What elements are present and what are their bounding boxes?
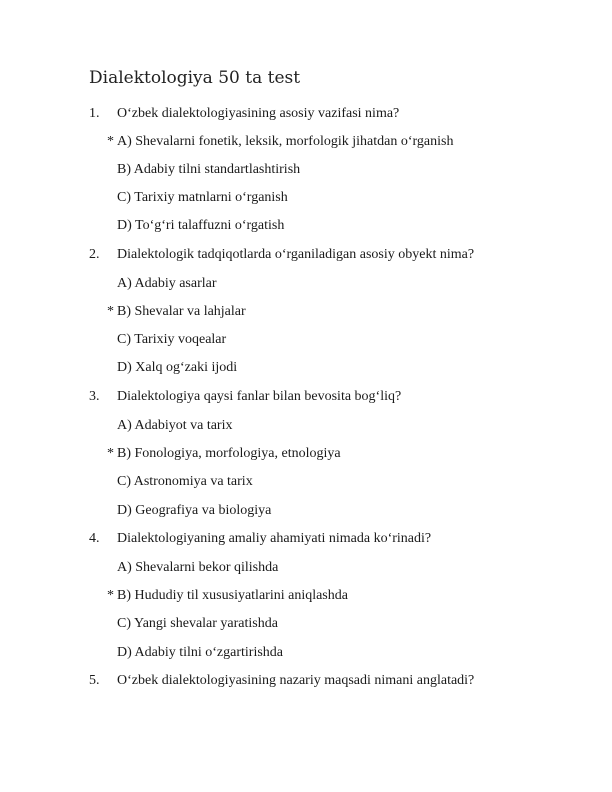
answer-option: D) Xalq og‘zaki ijodi: [117, 360, 238, 375]
answer-option: D) Geografiya va biologiya: [117, 503, 272, 518]
question-text: Dialektologiya qaysi fanlar bilan bevosita bog‘liq?: [117, 389, 402, 404]
question-number: 3.: [89, 389, 100, 404]
question-text: Dialektologiyaning amaliy ahamiyati nimada ko‘rinadi?: [117, 531, 432, 546]
answer-option: C) Yangi shevalar yaratishda: [117, 616, 278, 631]
correct-answer-marker: *: [107, 134, 114, 149]
answer-option: B) Adabiy tilni standartlashtirish: [117, 162, 301, 177]
question-number: 2.: [89, 247, 100, 262]
correct-answer-marker: *: [107, 446, 114, 461]
question-text: O‘zbek dialektologiyasining asosiy vazifasi nima?: [117, 106, 400, 121]
answer-option: C) Astronomiya va tarix: [117, 474, 253, 489]
question-number: 4.: [89, 531, 100, 546]
correct-answer-marker: *: [107, 304, 114, 319]
answer-option: D) To‘g‘ri talaffuzni o‘rgatish: [117, 218, 285, 233]
correct-answer-marker: *: [107, 588, 114, 603]
answer-option: B) Hududiy til xususiyatlarini aniqlashda: [117, 588, 348, 603]
answer-option: A) Shevalarni fonetik, leksik, morfologik jihatdan o‘rganish: [117, 134, 454, 149]
answer-option: C) Tarixiy voqealar: [117, 332, 227, 347]
answer-option: B) Shevalar va lahjalar: [117, 304, 246, 319]
answer-option: B) Fonologiya, morfologiya, etnologiya: [117, 446, 341, 461]
answer-option: A) Adabiy asarlar: [117, 276, 217, 291]
answer-option: C) Tarixiy matnlarni o‘rganish: [117, 190, 288, 205]
question-number: 5.: [89, 673, 100, 688]
question-text: Dialektologik tadqiqotlarda o‘rganiladigan asosiy obyekt nima?: [117, 247, 475, 262]
question-number: 1.: [89, 106, 100, 121]
answer-option: D) Adabiy tilni o‘zgartirishda: [117, 645, 284, 660]
answer-option: A) Shevalarni bekor qilishda: [117, 560, 279, 575]
answer-option: A) Adabiyot va tarix: [117, 418, 233, 433]
page-title: Dialektologiya 50 ta test: [89, 68, 301, 88]
question-text: O‘zbek dialektologiyasining nazariy maqsadi nimani anglatadi?: [117, 673, 475, 688]
